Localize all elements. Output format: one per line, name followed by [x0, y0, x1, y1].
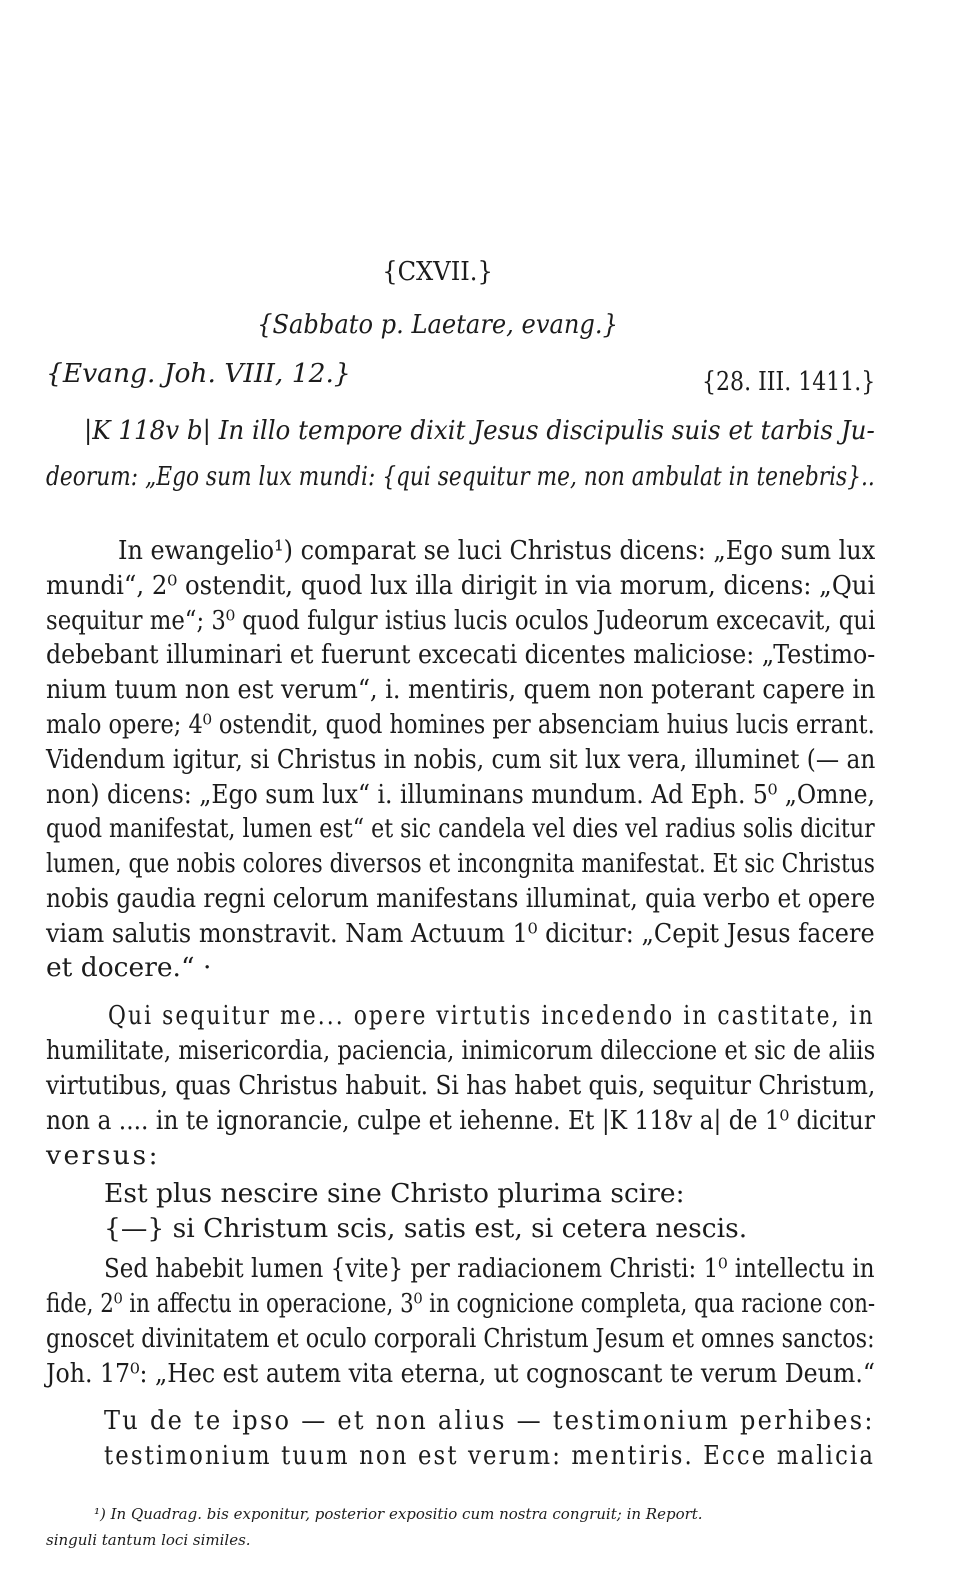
body-line: quod manifestat, lumen est“ et sic candela vel dies vel radius solis dicitur — [46, 813, 875, 844]
footnote-line: singuli tantum loci similes. — [46, 1531, 251, 1549]
body-line: Qui sequitur me... opere virtutis incedendo in castitate, in — [108, 1000, 875, 1031]
body-line: mundi“, 2⁰ ostendit, quod lux illa dirigit in via morum, dicens: „Qui — [46, 570, 876, 601]
sermon-occasion: {Sabbato p. Laetare, evang.} — [257, 309, 618, 340]
gospel-reference: {Evang. Joh. VIII, 12.} — [46, 358, 351, 389]
body-line: versus: — [46, 1140, 161, 1171]
body-line: lumen, que nobis colores diversos et incongnita manifestat. Et sic Christus — [46, 848, 875, 879]
sermon-number: {CXVII.} — [382, 256, 493, 287]
body-line: viam salutis monstravit. Nam Actuum 1⁰ dicitur: „Cepit Jesus facere — [46, 918, 875, 949]
pericope-line: |K 118v b| In illo tempore dixit Jesus discipulis suis et tarbis Ju- — [84, 415, 875, 446]
verse-line: {—} si Christum scis, satis est, si cetera nescis. — [104, 1213, 748, 1244]
sermon-date: {28. III. 1411.} — [702, 366, 876, 397]
body-line: nium tuum non est verum“, i. mentiris, quem non poterant capere in — [46, 674, 876, 705]
body-line: gnoscet divinitatem et oculo corporali Christum Jesum et omnes sanctos: — [46, 1323, 875, 1354]
footnote-line: ¹) In Quadrag. bis exponitur, posterior expositio cum nostra congruit; in Report. — [94, 1505, 703, 1523]
body-line: sequitur me“; 3⁰ quod fulgur istius lucis oculos Judeorum excecavit, qui — [46, 605, 876, 636]
body-line: non a .... in te ignorancie, culpe et iehenne. Et |K 118v a| de 1⁰ dicitur — [46, 1105, 875, 1136]
body-line: debebant illuminari et fuerunt excecati dicentes maliciose: „Testimo- — [46, 639, 876, 670]
body-line: Joh. 17⁰: „Hec est autem vita eterna, ut cognoscant te verum Deum.“ — [46, 1358, 875, 1389]
body-line: non) dicens: „Ego sum lux“ i. illuminans mundum. Ad Eph. 5⁰ „Omne, — [46, 779, 875, 810]
body-line: Sed habebit lumen {vite} per radiacionem Christi: 1⁰ intellectu in — [104, 1253, 875, 1284]
body-line: malo opere; 4⁰ ostendit, quod homines per absenciam huius lucis errant. — [46, 709, 875, 740]
body-line: Tu de te ipso — et non alius — testimonium perhibes: — [104, 1405, 875, 1436]
body-line: Videndum igitur, si Christus in nobis, cum sit lux vera, illuminet (— an — [46, 744, 876, 775]
body-line: In ewangelio¹) comparat se luci Christus dicens: „Ego sum lux — [118, 535, 876, 566]
body-line: testimonium tuum non est verum: mentiris. Ecce malicia — [104, 1440, 876, 1471]
body-line: nobis gaudia regni celorum manifestans illuminat, quia verbo et opere — [46, 883, 876, 914]
verse-line: Est plus nescire sine Christo plurima scire: — [104, 1178, 685, 1209]
body-line: et docere.“ · — [46, 952, 212, 983]
body-line: virtutibus, quas Christus habuit. Si has habet quis, sequitur Christum, — [46, 1070, 876, 1101]
body-line: fide, 2⁰ in affectu in operacione, 3⁰ in cognicione completa, qua racione con- — [46, 1288, 876, 1319]
pericope-line: deorum: „Ego sum lux mundi: {qui sequitur me, non ambulat in tenebris}.. — [46, 461, 875, 492]
body-line: humilitate, misericordia, paciencia, inimicorum dileccione et sic de aliis — [46, 1035, 876, 1066]
